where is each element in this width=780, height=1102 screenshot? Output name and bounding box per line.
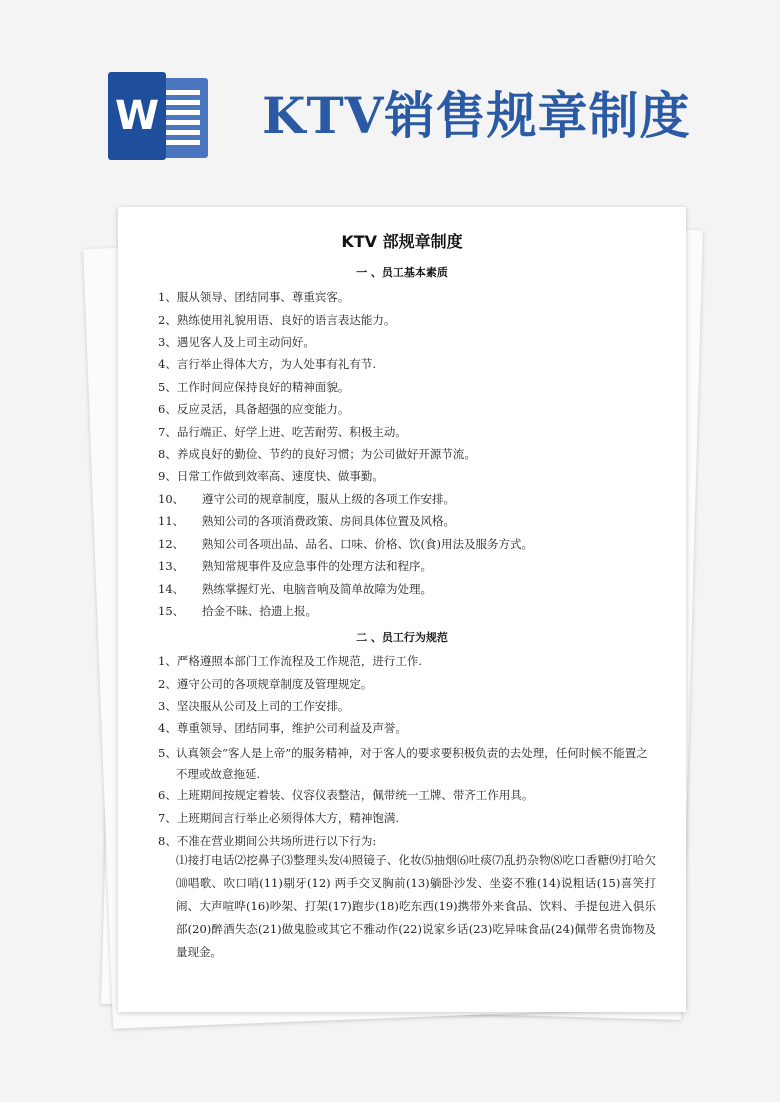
list-item <box>158 424 407 440</box>
list-item <box>158 810 399 826</box>
list-item <box>158 446 476 462</box>
list-item-text: 上班期间言行举止必须得体大方，精神饱满. <box>176 811 399 825</box>
list-item-text: 认真领会“客人是上帝”的服务精神，对于客人的要求要积极负责的去处理，任何时候不能置之不理或故意拖延. <box>176 746 648 781</box>
list-item-text: 熟练掌握灯光、电脑音响及简单故障为处理。 <box>202 582 432 596</box>
list-item <box>158 468 384 484</box>
list-item-number: 10、 <box>158 492 185 506</box>
list-item-text: 熟知公司的各项消费政策、房间具体位置及风格。 <box>202 514 455 528</box>
list-item-text: 养成良好的勤俭、节约的良好习惯；为公司做好开源节流。 <box>176 447 476 461</box>
list-item <box>158 491 455 507</box>
list-item-number: 4、 <box>158 357 177 371</box>
list-item-number: 2、 <box>158 677 177 691</box>
word-icon-badge: W <box>108 72 166 160</box>
list-item-text: 熟知公司各项出品、品名、口味、价格、饮(食)用法及服务方式。 <box>202 537 533 551</box>
list-item <box>158 356 376 372</box>
list-item-text: 遇见客人及上司主动问好。 <box>176 335 315 349</box>
list-item-number: 1、 <box>158 290 177 304</box>
list-item-number: 3、 <box>158 699 177 713</box>
list-item-text: 日常工作做到效率高、速度快、做事勤。 <box>176 469 384 483</box>
list-item-text: 上班期间按规定着装、仪容仪表整洁，佩带统一工牌、带齐工作用具。 <box>176 788 534 802</box>
list-item-text: 尊重领导、团结同事，维护公司利益及声誉。 <box>176 721 407 735</box>
list-item-number: 15、 <box>158 604 185 618</box>
list-item <box>158 603 317 619</box>
list-item <box>158 513 455 529</box>
list-item-number: 12、 <box>158 537 185 551</box>
list-item-number: 5、 <box>158 746 177 760</box>
list-item-text: 言行举止得体大方，为人处事有礼有节. <box>176 357 376 371</box>
list-item-number: 2、 <box>158 313 177 327</box>
list-item <box>158 334 315 350</box>
list-item-text: 严格遵照本部门工作流程及工作规范，进行工作. <box>176 654 422 668</box>
list-item <box>158 787 533 803</box>
list-item-text: 反应灵活，具备超强的应变能力。 <box>176 402 350 416</box>
banner <box>0 0 780 200</box>
list-item-number: 14、 <box>158 582 185 596</box>
list-item <box>158 401 349 417</box>
list-item-number: 6、 <box>158 788 177 802</box>
list-item-text: 坚决服从公司及上司的工作安排。 <box>176 699 350 713</box>
list-item <box>158 676 372 692</box>
section-heading: 一 、员工基本素质 <box>356 266 448 279</box>
list-item-number: 1、 <box>158 654 177 668</box>
list-item-text: 拾金不昧、拾遗上报。 <box>202 604 317 618</box>
list-item <box>158 379 349 395</box>
prohibited-behaviors-list: ⑴接打电话⑵挖鼻子⑶整理头发⑷照镜子、化妆⑸抽烟⑹吐痰⑺乱扔杂物⑻吃口香糖⑼打哈欠⑽唱歌、吹口哨(11)剔牙(12) 两手交叉胸前(13)躺卧沙发、坐姿不雅(14)说粗话(15)喜笑打闹、大声喧哗(16)吵架、打架(17)跑步(18)吃东西(19)携带外来食品、饮料、手提包进入俱乐部(20)醉酒失态(21)做鬼脸或其它不雅动作(22)说家乡话(23)吃异味食品(24)佩带名贵饰物及量现金。 <box>176 853 656 959</box>
banner-title: KTV销售规章制度 <box>262 86 691 145</box>
list-item <box>158 653 422 669</box>
list-item-text: 遵守公司的各项规章制度及管理规定。 <box>176 677 373 691</box>
word-document-icon <box>108 72 208 160</box>
list-item-text: 工作时间应保持良好的精神面貌。 <box>176 380 350 394</box>
list-item <box>158 720 407 736</box>
list-item-text: 服从领导、团结同事、尊重宾客。 <box>176 290 350 304</box>
list-item <box>158 289 349 305</box>
list-item-number: 3、 <box>158 335 177 349</box>
list-item <box>158 312 395 328</box>
list-item <box>158 558 432 574</box>
list-item-number: 11、 <box>158 514 185 528</box>
list-item-text: 熟知常规事件及应急事件的处理方法和程序。 <box>202 559 432 573</box>
list-item-number: 7、 <box>158 811 177 825</box>
list-item-text: 不准在营业期间公共场所进行以下行为: <box>176 834 377 848</box>
list-item-number: 8、 <box>158 834 177 848</box>
list-item-number: 8、 <box>158 447 177 461</box>
list-item-number: 4、 <box>158 721 177 735</box>
list-item-number: 13、 <box>158 559 185 573</box>
list-item <box>158 833 376 849</box>
document-page <box>118 207 686 1012</box>
list-item-text: 品行端正、好学上进、吃苦耐劳、积极主动。 <box>176 425 407 439</box>
list-item-text: 遵守公司的规章制度，服从上级的各项工作安排。 <box>202 492 455 506</box>
list-item <box>158 743 650 785</box>
section-heading: 二 、员工行为规范 <box>356 631 448 644</box>
list-item <box>158 698 349 714</box>
document-title: KTV 部规章制度 <box>341 232 463 251</box>
list-item-text: 熟练使用礼貌用语、良好的语言表达能力。 <box>176 313 396 327</box>
list-item <box>158 581 432 597</box>
list-item-number: 9、 <box>158 469 177 483</box>
list-item-number: 5、 <box>158 380 177 394</box>
list-item <box>158 536 533 552</box>
list-item-number: 7、 <box>158 425 177 439</box>
list-item-number: 6、 <box>158 402 177 416</box>
